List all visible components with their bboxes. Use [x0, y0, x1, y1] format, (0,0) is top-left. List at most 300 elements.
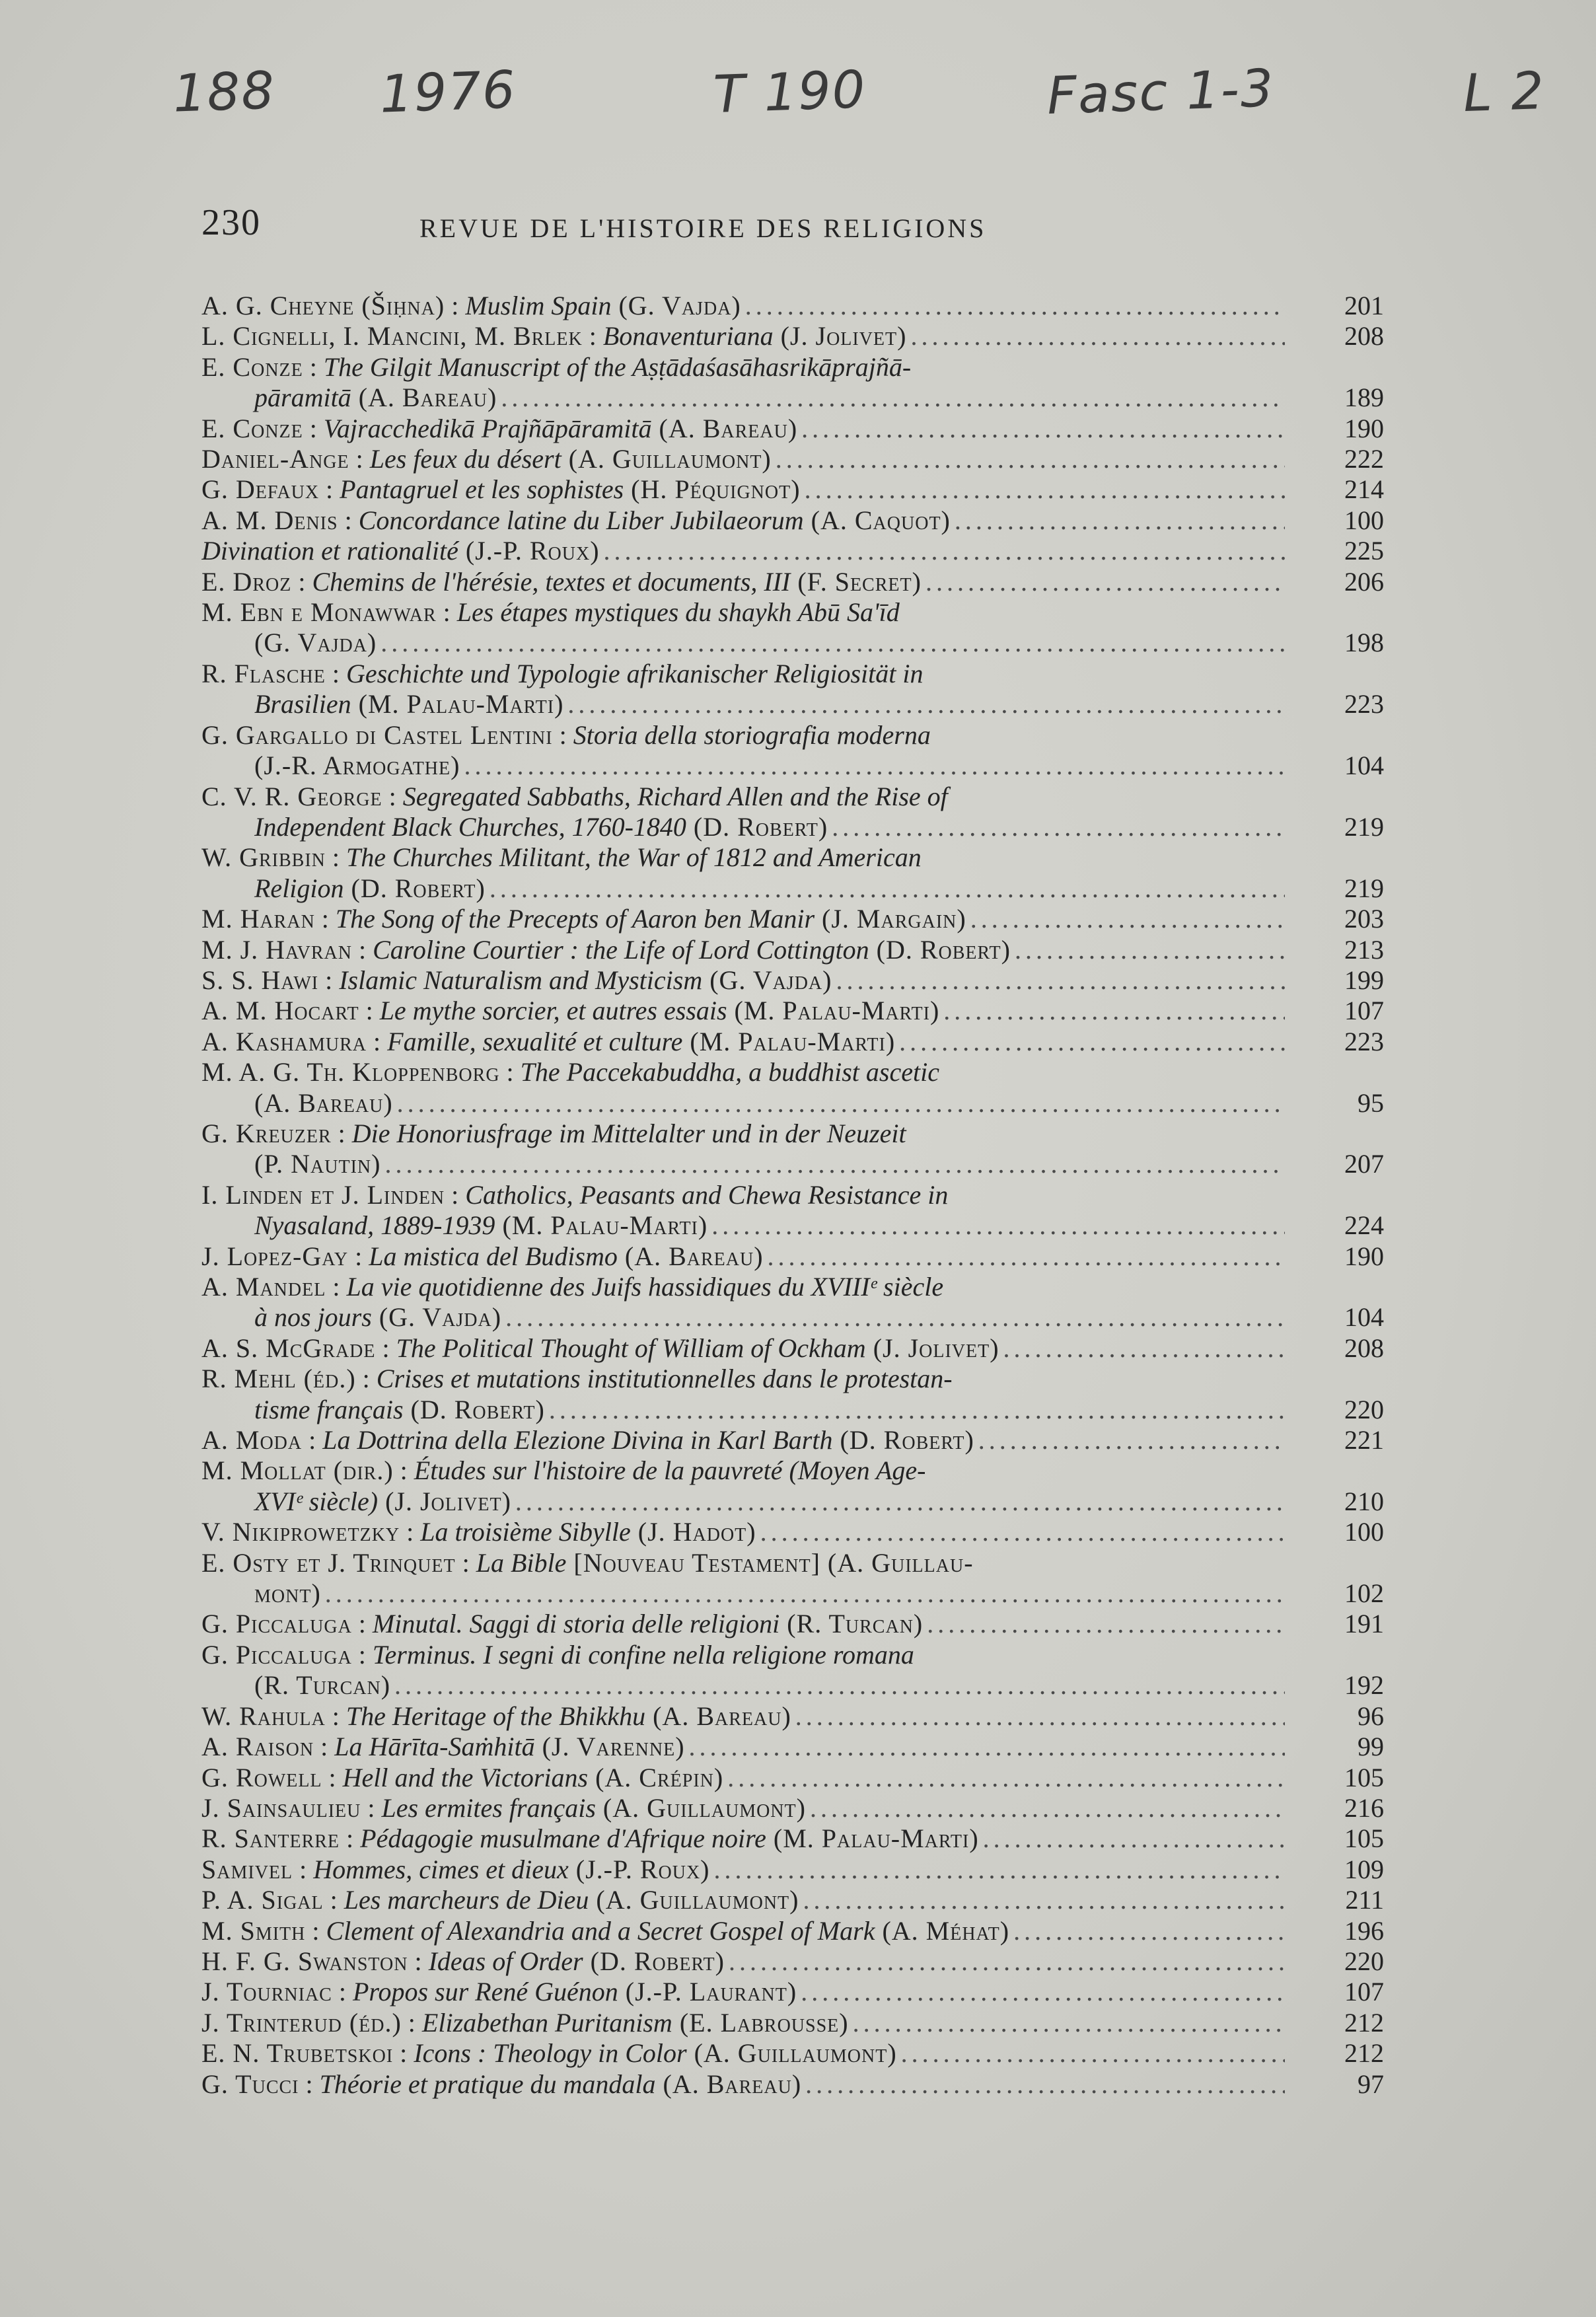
- entry-separator: :: [393, 2038, 414, 2069]
- dot-leader: [501, 383, 1285, 413]
- entry-page-number: 102: [1344, 1578, 1384, 1609]
- entry-title: Muslim Spain: [465, 291, 612, 320]
- index-entry: [201, 1609, 1384, 1639]
- index-entry: [201, 505, 1384, 536]
- entry-reviewer: (J. Hadot): [630, 1517, 756, 1547]
- entry-title: La Dottrina della Elezione Divina in Karl Barth: [322, 1425, 833, 1455]
- entry-reviewer: (M. Palau-Marti): [727, 996, 940, 1026]
- index-entry: [201, 321, 1384, 351]
- entry-author: M. Ebn e Monawwar: [201, 597, 437, 628]
- dot-leader: [901, 2038, 1285, 2069]
- entry-author: A. M. Hocart: [201, 996, 359, 1026]
- dot-leader: [567, 689, 1285, 719]
- entry-reviewer: (J. Margain): [815, 904, 966, 934]
- entry-reviewer: (A. Caquot): [803, 505, 951, 535]
- dot-leader: [384, 1149, 1285, 1179]
- entry-page-number: 105: [1344, 1823, 1384, 1854]
- entry-author: M. J. Havran: [201, 934, 352, 965]
- entry-page-number: 207: [1344, 1149, 1384, 1179]
- entry-page-number: 190: [1344, 1241, 1384, 1271]
- dot-leader: [760, 1517, 1285, 1547]
- entry-separator: :: [375, 1333, 396, 1363]
- entry-author: R. Santerre: [201, 1823, 340, 1854]
- index-entry: [201, 414, 1384, 444]
- handwritten-note-5: L 2: [1462, 61, 1546, 124]
- entry-separator: :: [408, 1946, 429, 1976]
- entry-separator: :: [351, 1639, 373, 1670]
- entry-title: Pédagogie musulmane d'Afrique noire: [360, 1823, 766, 1854]
- index-entry: [201, 1701, 1384, 1732]
- entry-reviewer: (P. Nautin): [254, 1149, 381, 1179]
- index-entry: [201, 1517, 1384, 1547]
- entry-title: Die Honoriusfrage im Mittelalter und in der Neuzeit: [351, 1118, 906, 1148]
- entry-separator: :: [382, 781, 403, 811]
- entry-reviewer: (J.-P. Roux): [458, 536, 600, 566]
- index-entry: [201, 782, 1384, 843]
- entry-author: M. Smith: [201, 1915, 306, 1946]
- entry-author: J. Trinterud (éd.): [201, 2007, 402, 2038]
- entry-author: E. Conze: [201, 413, 303, 443]
- entry-title: The Song of the Precepts of Aaron ben Manir: [335, 904, 815, 934]
- entry-separator: :: [322, 1762, 343, 1792]
- dot-leader: [801, 414, 1285, 444]
- entry-separator: :: [326, 1272, 347, 1302]
- entry-page-number: 221: [1344, 1425, 1384, 1455]
- entry-title: Ideas of Order: [428, 1946, 583, 1976]
- entry-title: Storia della storiografia moderna: [573, 719, 931, 750]
- index-entry: [201, 2038, 1384, 2069]
- handwritten-note-4: Fasc 1-3: [1046, 59, 1276, 126]
- entry-reviewer: (A. Bareau): [645, 1701, 791, 1731]
- entry-title: The Heritage of the Bhikkhu: [345, 1701, 646, 1731]
- entry-author: H. F. G. Swanston: [201, 1946, 408, 1976]
- dot-leader: [978, 1425, 1285, 1455]
- entry-separator: :: [303, 413, 324, 443]
- dot-leader: [810, 1793, 1285, 1823]
- entry-reviewer: (H. Péquignot): [624, 474, 801, 505]
- dot-leader: [729, 1946, 1285, 1977]
- entry-separator: :: [293, 1854, 314, 1884]
- entry-author: G. Piccaluga: [201, 1639, 352, 1670]
- entry-author: A. Raison: [201, 1732, 314, 1762]
- dot-leader: [803, 1885, 1285, 1915]
- entry-author: J. Tourniac: [201, 1977, 332, 2007]
- dot-leader: [1003, 1333, 1285, 1364]
- index-entry: [201, 1916, 1384, 1946]
- entry-separator: :: [323, 1885, 344, 1915]
- index-entry: [201, 1272, 1384, 1333]
- index-entry: [201, 1885, 1384, 1915]
- entry-title: The Churches Militant, the War of 1812 and American: [346, 842, 922, 873]
- entry-page-number: 208: [1344, 1333, 1384, 1363]
- entry-reviewer: (D. Robert): [344, 873, 486, 903]
- entry-page-number: 189: [1344, 383, 1384, 413]
- entry-separator: :: [314, 904, 336, 934]
- entry-separator: :: [436, 597, 457, 628]
- entry-author: E. Conze: [201, 351, 303, 382]
- entry-separator: :: [445, 291, 466, 320]
- entry-author: M. A. G. Th. Kloppenborg: [201, 1057, 500, 1087]
- dot-leader: [713, 1855, 1285, 1885]
- entry-reviewer: (D. Robert): [832, 1425, 974, 1455]
- entry-title: The Political Thought of William of Ockham: [396, 1333, 866, 1363]
- dot-leader: [805, 474, 1285, 505]
- dot-leader: [910, 321, 1285, 351]
- index-entry: [201, 597, 1384, 659]
- entry-reviewer: (A. Crépin): [588, 1762, 724, 1792]
- entry-page-number: 107: [1344, 996, 1384, 1026]
- dot-leader: [853, 2008, 1285, 2038]
- entry-page-number: 190: [1344, 413, 1384, 443]
- entry-title: Les ermites français: [381, 1792, 596, 1823]
- entry-separator: :: [325, 1701, 346, 1731]
- entry-title: Geschichte und Typologie afrikanischer Religiosität in: [345, 658, 924, 688]
- entry-title: La troisième Sibylle: [420, 1517, 631, 1547]
- entry-page-number: 212: [1344, 2007, 1384, 2038]
- entry-page-number: 208: [1344, 321, 1384, 351]
- entry-title-continued: à nos jours: [254, 1302, 372, 1333]
- entry-author: W. Gribbin: [201, 842, 326, 873]
- entry-reviewer: (E. Labrousse): [672, 2007, 849, 2038]
- dot-leader: [805, 2069, 1285, 2100]
- entry-separator: :: [445, 1179, 466, 1210]
- entry-title: Théorie et pratique du mandala: [319, 2069, 656, 2099]
- entry-separator: :: [325, 842, 346, 873]
- entry-title: Les étapes mystiques du shaykh Abū Sa'īd: [456, 597, 900, 628]
- entry-reviewer: (G. Vajda): [371, 1302, 502, 1333]
- entry-title: Terminus. I segni di confine nella religione romana: [372, 1639, 914, 1670]
- entry-page-number: 203: [1344, 904, 1384, 934]
- entry-reviewer: (M. Palau-Marti): [351, 689, 564, 719]
- entry-separator: :: [331, 1118, 352, 1148]
- entry-separator: :: [401, 2007, 422, 2038]
- entry-page-number: 206: [1344, 566, 1384, 597]
- entry-title: Chemins de l'hérésie, textes et documents, III: [312, 566, 791, 597]
- index-entry: [201, 1057, 1384, 1119]
- entry-separator: :: [393, 1455, 414, 1486]
- entry-title: Propos sur René Guénon: [352, 1977, 618, 2007]
- dot-leader: [515, 1487, 1285, 1517]
- index-entry: [201, 1823, 1384, 1854]
- entry-separator: :: [367, 1026, 388, 1056]
- entry-reviewer: (M. Palau-Marti): [766, 1823, 979, 1854]
- entry-title: Caroline Courtier : the Life of Lord Cottington: [373, 934, 869, 965]
- entry-author: A. S. McGrade: [201, 1333, 376, 1363]
- entry-author: S. S. Hawi: [201, 965, 319, 995]
- dot-leader: [836, 965, 1285, 996]
- entry-author: Samivel: [201, 1854, 293, 1884]
- entry-author: L. Cignelli, I. Mancini, M. Brlek: [201, 321, 583, 351]
- entry-author: A. Mandel: [201, 1272, 326, 1302]
- entry-page-number: 223: [1344, 1026, 1384, 1056]
- index-entry: [201, 1763, 1384, 1793]
- entry-title: Pantagruel et les sophistes: [340, 474, 624, 505]
- entry-title-continued: Brasilien: [254, 689, 351, 719]
- entry-page-number: 220: [1344, 1394, 1384, 1424]
- index-entry: [201, 1364, 1384, 1425]
- page-number: 230: [201, 202, 261, 243]
- entry-author: E. Osty et J. Trinquet: [201, 1547, 456, 1578]
- entry-author: I. Linden et J. Linden: [201, 1179, 445, 1210]
- entry-page-number: 201: [1344, 291, 1384, 320]
- entry-author: J. Lopez-Gay: [201, 1241, 349, 1271]
- entry-page-number: 104: [1344, 1302, 1384, 1333]
- index-entry: [201, 720, 1384, 782]
- entry-author: J. Sainsaulieu: [201, 1792, 361, 1823]
- entry-title: Islamic Naturalism and Mysticism: [339, 965, 703, 995]
- entry-page-number: 105: [1344, 1762, 1384, 1792]
- entry-page-number: 104: [1344, 751, 1384, 781]
- index-entry: [201, 474, 1384, 505]
- handwritten-note-1: 188: [172, 61, 277, 124]
- entry-reviewer: (M. Palau-Marti): [495, 1210, 708, 1241]
- entry-title: Segregated Sabbaths, Richard Allen and the Rise of: [402, 781, 948, 811]
- dot-leader: [397, 1088, 1285, 1119]
- entry-title-extra: [Nouveau Testament] (A. Guillau-: [566, 1547, 974, 1578]
- entry-page-number: 210: [1344, 1486, 1384, 1516]
- entry-title: The Gilgit Manuscript of the Aṣṭādaśasāhasrikāprajñā-: [323, 351, 912, 382]
- index-entry: [201, 1977, 1384, 2007]
- entry-title: Catholics, Peasants and Chewa Resistance in: [465, 1179, 949, 1210]
- entry-separator: :: [400, 1517, 421, 1547]
- index-entry: [201, 1333, 1384, 1364]
- entry-reviewer: (J.-R. Armogathe): [254, 751, 460, 781]
- entry-page-number: 225: [1344, 536, 1384, 566]
- entry-title-continued: Nyasaland, 1889-1939: [254, 1210, 495, 1241]
- entry-author: G. Rowell: [201, 1762, 322, 1792]
- index-entry: [201, 842, 1384, 904]
- entry-reviewer: (G. Vajda): [611, 291, 741, 320]
- entry-title: Concordance latine du Liber Jubilaeorum: [358, 505, 804, 535]
- entry-author: V. Nikiprowetzky: [201, 1517, 400, 1547]
- dot-leader: [505, 1302, 1285, 1333]
- entry-title-continued: Religion: [254, 873, 344, 903]
- entry-reviewer: (A. Bareau): [254, 1087, 393, 1118]
- index-entry: [201, 1855, 1384, 1885]
- index-entry: [201, 567, 1384, 597]
- index-entry: [201, 996, 1384, 1026]
- dot-leader: [711, 1210, 1285, 1241]
- entry-author: G. Piccaluga: [201, 1609, 352, 1639]
- entry-separator: :: [305, 1915, 326, 1946]
- entry-title-continued: pāramitā: [254, 383, 351, 413]
- entry-separator: :: [314, 1732, 335, 1762]
- entry-page-number: 99: [1358, 1732, 1384, 1762]
- entry-title: Hommes, cimes et dieux: [313, 1854, 569, 1884]
- dot-leader: [490, 873, 1285, 904]
- index-entry: [201, 659, 1384, 720]
- entry-separator: :: [291, 566, 312, 597]
- dot-leader: [745, 291, 1285, 321]
- entry-reviewer: (J. Varenne): [534, 1732, 685, 1762]
- entry-author: E. N. Trubetskoi: [201, 2038, 394, 2069]
- entry-reviewer: (F. Secret): [790, 566, 922, 597]
- entry-author: C. V. R. George: [201, 781, 382, 811]
- entry-page-number: 219: [1344, 873, 1384, 903]
- dot-leader: [727, 1763, 1285, 1793]
- entry-separator: :: [359, 996, 380, 1026]
- entry-page-number: 97: [1358, 2069, 1384, 2099]
- entry-title: Les marcheurs de Dieu: [344, 1885, 589, 1915]
- entry-reviewer: (A. Bareau): [655, 2069, 802, 2099]
- entry-reviewer: (R. Turcan): [254, 1670, 391, 1701]
- index-entry: [201, 2008, 1384, 2038]
- entry-reviewer: (J.-P. Roux): [568, 1854, 710, 1884]
- book-review-index: [201, 291, 1384, 2100]
- entry-separator: :: [499, 1057, 521, 1087]
- index-entry: [201, 965, 1384, 996]
- entry-reviewer: (J. Jolivet): [865, 1333, 999, 1363]
- entry-author: Daniel-Ange: [201, 444, 349, 474]
- entry-reviewer: (A. Bareau): [651, 413, 798, 443]
- entry-separator: :: [582, 321, 603, 351]
- entry-reviewer: (R. Turcan): [780, 1609, 924, 1639]
- handwritten-note-2: 1976: [379, 60, 518, 125]
- entry-reviewer: mont): [254, 1578, 321, 1609]
- dot-leader: [768, 1241, 1285, 1272]
- entry-author: A. Kashamura: [201, 1026, 367, 1056]
- entry-title: La Bible: [476, 1547, 567, 1578]
- dot-leader: [795, 1701, 1285, 1732]
- dot-leader: [983, 1823, 1285, 1854]
- dot-leader: [925, 567, 1285, 597]
- index-entry: [201, 904, 1384, 934]
- entry-page-number: 191: [1344, 1609, 1384, 1639]
- entry-title: Icons : Theology in Color: [414, 2038, 687, 2069]
- entry-separator: :: [303, 351, 324, 382]
- entry-page-number: 222: [1344, 444, 1384, 474]
- entry-reviewer: (A. Guillaumont): [686, 2038, 897, 2069]
- entry-reviewer: (D. Robert): [686, 811, 828, 842]
- entry-author: R. Flasche: [201, 658, 326, 688]
- entry-reviewer: (J. Jolivet): [773, 321, 907, 351]
- entry-reviewer: (A. Bareau): [351, 383, 497, 413]
- dot-leader: [464, 751, 1285, 781]
- entry-separator: :: [338, 505, 359, 535]
- entry-title: Hell and the Victorians: [342, 1762, 589, 1792]
- entry-title: Elizabethan Puritanism: [421, 2007, 672, 2038]
- index-entry: [201, 352, 1384, 414]
- entry-title-continued: Independent Black Churches, 1760-1840: [254, 811, 686, 842]
- index-entry: [201, 1548, 1384, 1609]
- index-entry: [201, 1180, 1384, 1241]
- entry-title: Crises et mutations institutionnelles dans le protestan-: [376, 1364, 953, 1394]
- entry-title: Divination et rationalité: [201, 536, 458, 566]
- entry-reviewer: (J.-P. Laurant): [618, 1977, 797, 2007]
- dot-leader: [394, 1670, 1285, 1701]
- entry-reviewer: (A. Guillaumont): [595, 1792, 806, 1823]
- entry-separator: :: [361, 1792, 382, 1823]
- entry-title: Les feux du désert: [369, 444, 562, 474]
- entry-author: A. G. Cheyne (Šiḥna): [201, 291, 445, 320]
- entry-page-number: 107: [1344, 1977, 1384, 2007]
- entry-separator: :: [318, 965, 340, 995]
- dot-leader: [955, 505, 1285, 536]
- index-entry: [201, 1455, 1384, 1517]
- entry-author: W. Rahula: [201, 1701, 326, 1731]
- entry-page-number: 220: [1344, 1946, 1384, 1976]
- entry-separator: :: [302, 1425, 323, 1455]
- entry-page-number: 96: [1358, 1701, 1384, 1731]
- dot-leader: [1015, 935, 1285, 965]
- dot-leader: [776, 444, 1285, 474]
- entry-author: R. Mehl (éd.): [201, 1364, 356, 1394]
- entry-page-number: 223: [1344, 689, 1384, 719]
- dot-leader: [1013, 1916, 1285, 1946]
- dot-leader: [801, 1977, 1285, 2007]
- entry-separator: :: [349, 444, 370, 474]
- entry-page-number: 219: [1344, 811, 1384, 842]
- entry-page-number: 216: [1344, 1792, 1384, 1823]
- index-entry: [201, 1793, 1384, 1823]
- entry-page-number: 109: [1344, 1854, 1384, 1884]
- index-entry: [201, 1640, 1384, 1701]
- index-entry: [201, 444, 1384, 474]
- entry-reviewer: (D. Robert): [403, 1394, 545, 1424]
- entry-title: Bonaventuriana: [602, 321, 774, 351]
- entry-page-number: 100: [1344, 1517, 1384, 1547]
- entry-title: La vie quotidienne des Juifs hassidiques du XVIIIᵉ siècle: [346, 1272, 944, 1302]
- dot-leader: [943, 996, 1285, 1026]
- entry-reviewer: (G. Vajda): [702, 965, 832, 995]
- index-entry: [201, 291, 1384, 321]
- entry-title: Minutal. Saggi di storia delle religioni: [372, 1609, 780, 1639]
- entry-author: E. Droz: [201, 566, 292, 597]
- index-entry: [201, 1946, 1384, 1977]
- entry-separator: :: [355, 1364, 377, 1394]
- entry-page-number: 192: [1344, 1670, 1384, 1701]
- entry-page-number: 100: [1344, 505, 1384, 535]
- entry-author: A. M. Denis: [201, 505, 338, 535]
- index-entry: [201, 1027, 1384, 1057]
- entry-reviewer: (M. Palau-Marti): [682, 1026, 896, 1056]
- dot-leader: [604, 536, 1285, 566]
- entry-title: Le mythe sorcier, et autres essais: [379, 996, 727, 1026]
- entry-author: G. Gargallo di Castel Lentini: [201, 719, 553, 750]
- entry-page-number: 213: [1344, 934, 1384, 965]
- index-entry: [201, 935, 1384, 965]
- entry-page-number: 198: [1344, 628, 1384, 658]
- entry-title: Études sur l'histoire de la pauvreté (Moyen Age-: [414, 1455, 926, 1486]
- dot-leader: [689, 1732, 1285, 1762]
- index-entry: [201, 1732, 1384, 1762]
- entry-separator: :: [340, 1823, 361, 1854]
- entry-reviewer: (A. Méhat): [875, 1915, 1010, 1946]
- entry-page-number: 196: [1344, 1915, 1384, 1946]
- index-entry: [201, 1425, 1384, 1455]
- entry-reviewer: (G. Vajda): [254, 628, 377, 658]
- entry-separator: :: [455, 1547, 476, 1578]
- entry-reviewer: (A. Bareau): [617, 1241, 764, 1271]
- dot-leader: [899, 1027, 1285, 1057]
- entry-separator: :: [351, 1609, 373, 1639]
- entry-author: G. Tucci: [201, 2069, 299, 2099]
- entry-author: G. Defaux: [201, 474, 320, 505]
- entry-separator: :: [552, 719, 573, 750]
- dot-leader: [832, 812, 1285, 842]
- entry-reviewer: (A. Guillaumont): [589, 1885, 799, 1915]
- dot-leader: [927, 1609, 1285, 1639]
- entry-separator: :: [319, 474, 340, 505]
- entry-reviewer: (J. Jolivet): [378, 1486, 511, 1516]
- entry-separator: :: [348, 1241, 369, 1271]
- entry-page-number: 211: [1345, 1885, 1384, 1915]
- entry-page-number: 212: [1344, 2038, 1384, 2069]
- entry-page-number: 214: [1344, 474, 1384, 505]
- entry-page-number: 95: [1358, 1087, 1384, 1118]
- entry-author: M. Haran: [201, 904, 315, 934]
- entry-title: Vajracchedikā Prajñāpāramitā: [323, 413, 652, 443]
